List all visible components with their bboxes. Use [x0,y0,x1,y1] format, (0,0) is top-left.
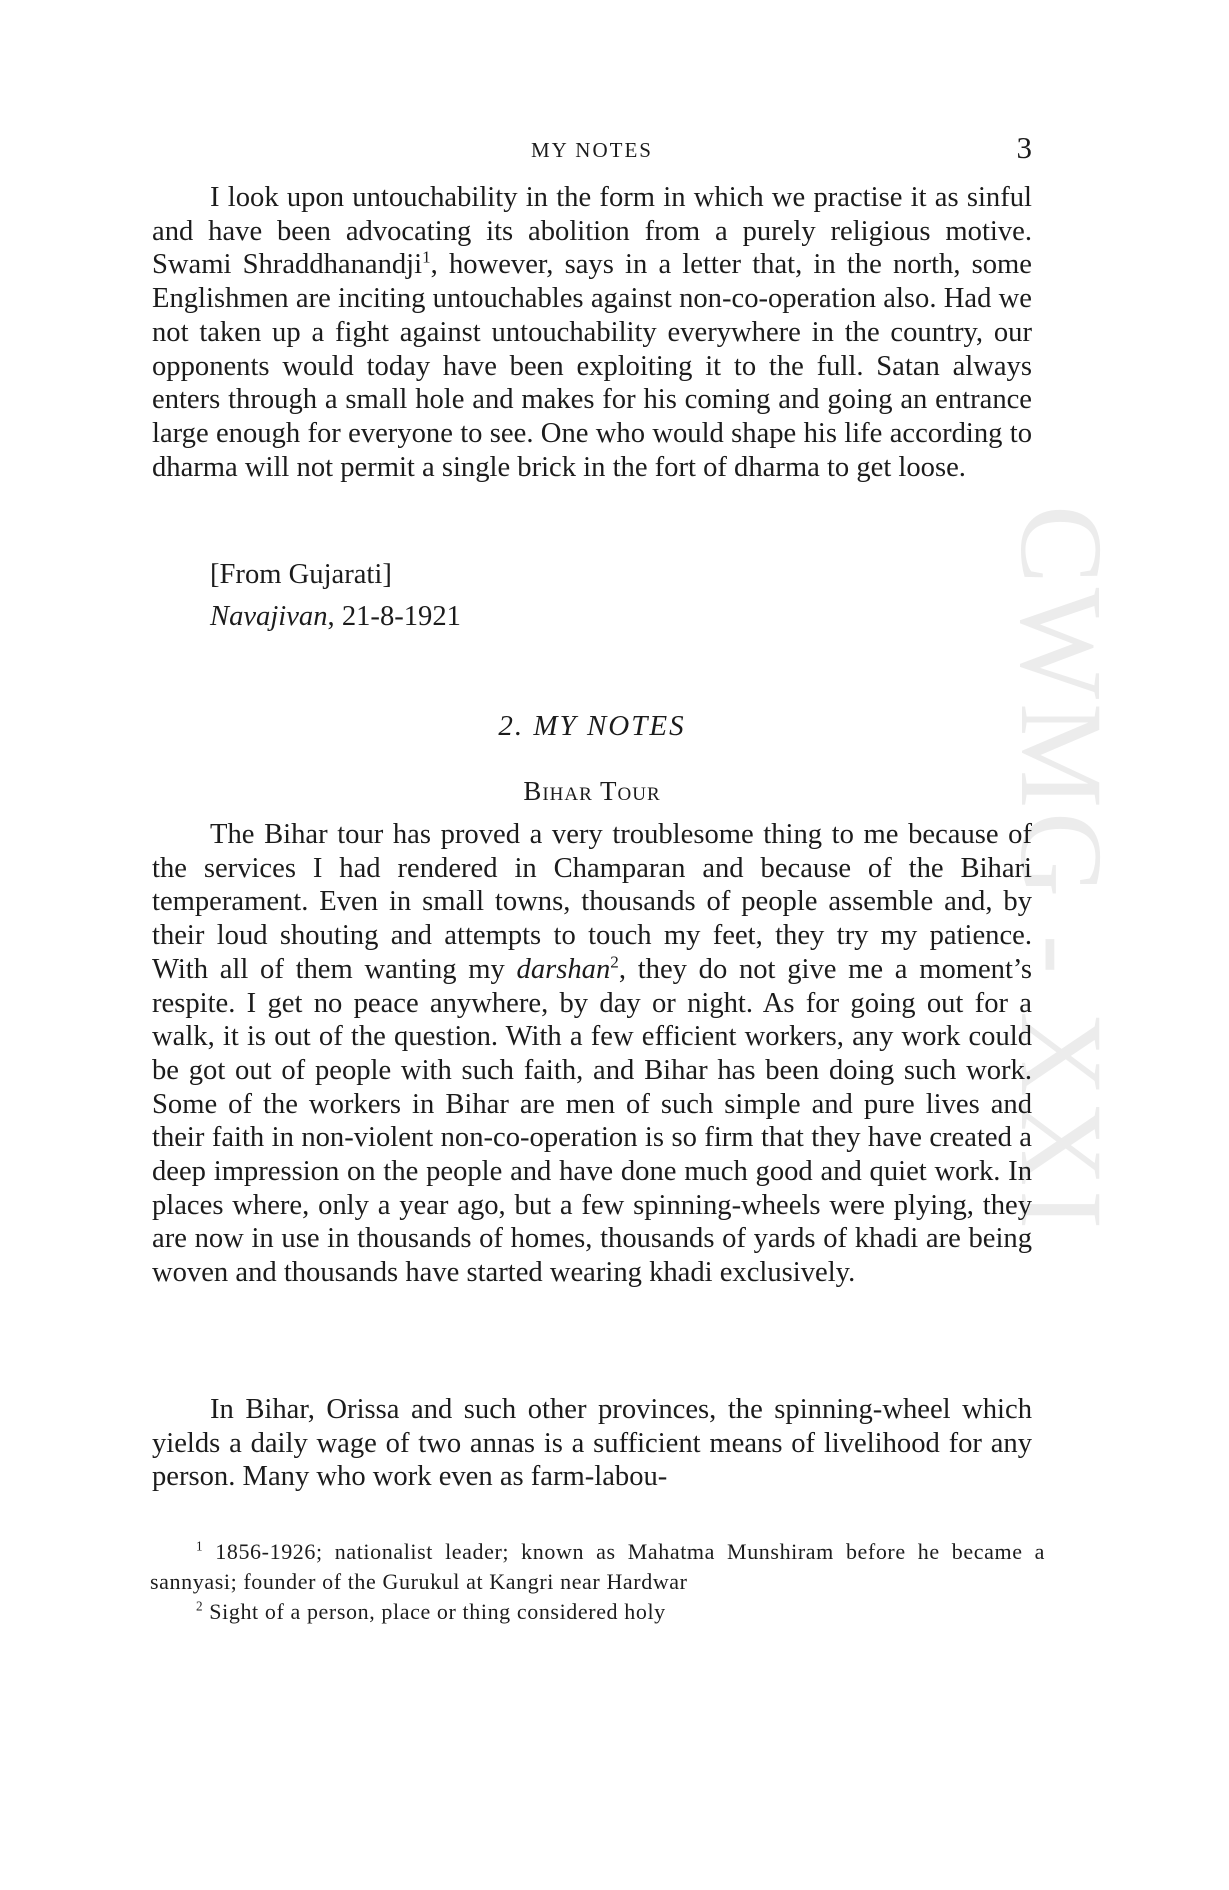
running-head-title: MY NOTES [531,138,653,162]
paragraph-text: The Bihar tour has proved a very troublesome thing to me because of the services I had rendered in Champaran and because of the Bihari temperament. Even in small towns, thousands of people assemble and, by their loud shouting and attempts to touch my feet, they try my patience. With all of them wanting my [152,819,1032,985]
publication-date-line [210,600,461,634]
article-title: 2. MY NOTES [498,710,686,742]
source-note: [From Gujarati] [210,559,392,590]
footnote-ref: 2 [610,952,619,972]
body-block-untouchability [152,181,1032,484]
page-number: 3 [1016,130,1032,165]
footnote-text: 1856-1926; nationalist leader; known as Mahatma Munshiram before he became a sannyasi; founder of the Gurukul at Kangri near Hardwar [150,1539,1045,1594]
paragraph: In Bihar, Orissa and such other provinces, the spinning-wheel which yields a daily wage of two annas is a sufficient means of livelihood for any person. Many who work even as farm-labou- [152,1394,1032,1493]
section-heading: Bihar Tour [523,776,661,806]
paragraph [152,181,1032,484]
running-head [152,128,1032,168]
body-block-bihar-tour [152,818,1032,1290]
paragraph-text: , they do not give me a moment’s respite. I get no peace anywhere, by day or night. As for going out for a walk, it is out of the question. With a few efficient workers, any work could be got out of people with such faith, and Bihar has been doing such work. Some of the workers in Bihar are men of such simple and pure lives and their faith in non-violent non-co-operation is so firm that they have created a deep impression on the people and have done much good and quiet work. In places where, only a year ago, but a few spinning-wheels were plying, they are now in use in thousands of homes, thousands of yards of khadi are being woven and thousands have started wearing khadi exclusively. [152,953,1032,1289]
footnote [150,1537,1045,1597]
footnote [150,1597,1045,1627]
footnotes [150,1537,1045,1627]
paragraph-text: I look upon untouchability in the form in which we practise it as sinful and have been advocating its abolition from a purely religious motive. Swami Shraddhanandji [152,182,1032,281]
footnote-marker: 2 [196,1598,204,1614]
footnote-marker: 1 [196,1538,204,1554]
body-block-spinning-wheel [152,1393,1032,1494]
footnote-text: Sight of a person, place or thing considered holy [203,1599,666,1624]
publication-name: Navajivan [210,601,328,632]
italic-term: darshan [516,953,611,985]
publication-date: , 21-8-1921 [327,601,461,632]
footnote-ref: 1 [422,247,431,267]
paragraph-text: , however, says in a letter that, in the north, some Englishmen are inciting untouchables against non-co-operation also. Had we not taken up a fight against untouchability everywhere in the country, our opponents would today have been exploiting it to the full. Satan always enters through a small hole and makes for his coming and going an entrance large enough for everyone to see. One who would shape his life according to dharma will not permit a single brick in the fort of dharma to get loose. [152,249,1032,483]
paragraph [152,818,1032,1290]
watermark-text: CWMG - XXI [996,505,1127,1234]
